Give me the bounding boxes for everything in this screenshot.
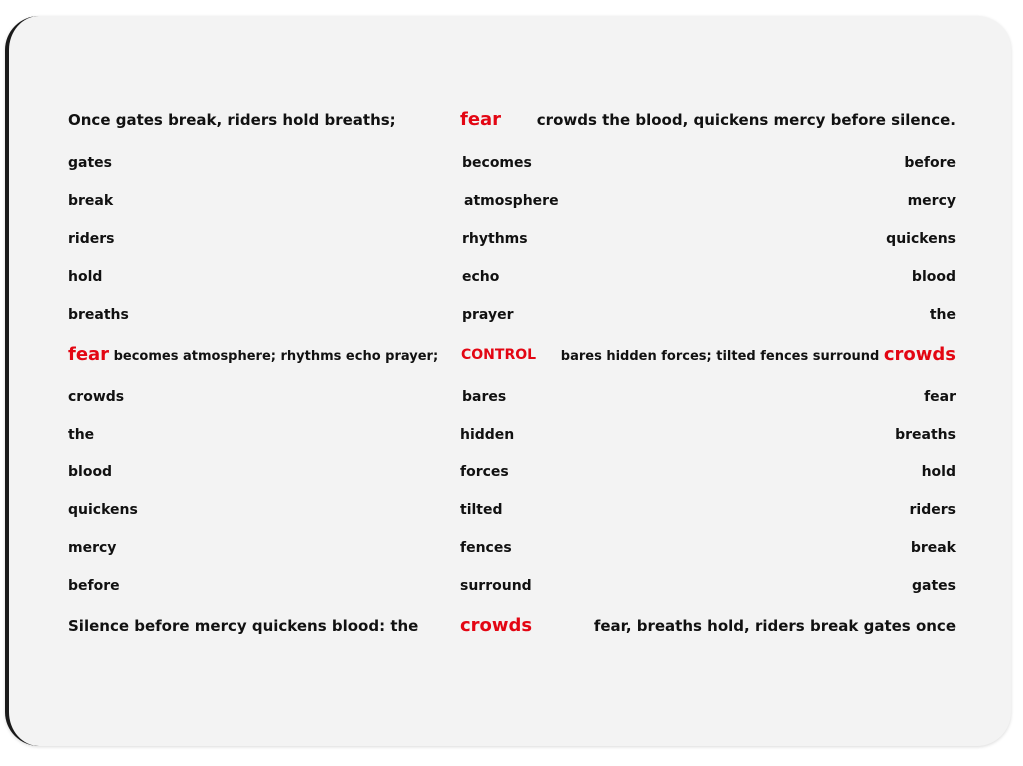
word-left: breaths: [68, 307, 129, 323]
word-row: [68, 423, 956, 447]
bottom-line-red-word: crowds: [460, 615, 533, 636]
word-mid: hidden: [460, 427, 515, 443]
word-row: [68, 460, 956, 484]
word-row: [68, 265, 956, 289]
word-row: [68, 227, 956, 251]
word-mid: bares: [462, 389, 507, 405]
word-left: gates: [68, 155, 112, 171]
word-row: [68, 303, 956, 327]
word-mid: echo: [462, 269, 500, 285]
center-start-word: fear: [68, 344, 110, 365]
word-mid: prayer: [462, 307, 514, 323]
word-row: [68, 385, 956, 409]
top-line-left: Once gates break, riders hold breaths;: [68, 111, 396, 129]
word-left: before: [68, 578, 120, 594]
word-left: quickens: [68, 502, 138, 518]
word-left: riders: [68, 231, 115, 247]
word-right: breaths: [895, 427, 956, 443]
word-mid: atmosphere: [464, 193, 559, 209]
center-line-text: [68, 343, 438, 369]
center-end-word: crowds: [883, 344, 956, 365]
word-right: gates: [912, 578, 956, 594]
bottom-line: [68, 614, 956, 638]
word-left: the: [68, 427, 95, 443]
word-left: blood: [68, 464, 113, 480]
word-right: hold: [921, 464, 956, 480]
word-mid: rhythms: [462, 231, 528, 247]
top-line-right: crowds the blood, quickens mercy before silence.: [536, 111, 956, 129]
center-line: [68, 343, 956, 367]
word-mid: fences: [460, 540, 512, 556]
center-left-text: becomes atmosphere; rhythms echo prayer;: [113, 349, 439, 364]
word-right: mercy: [907, 193, 956, 209]
word-left: break: [68, 193, 114, 209]
word-row: [68, 189, 956, 213]
control-word: CONTROL: [461, 347, 537, 363]
word-mid: surround: [460, 578, 532, 594]
word-right: the: [929, 307, 956, 323]
bottom-line-right: fear, breaths hold, riders break gates once: [593, 617, 956, 635]
word-right: fear: [924, 389, 956, 405]
word-right: before: [904, 155, 956, 171]
word-right: blood: [911, 269, 956, 285]
word-row: [68, 574, 956, 598]
top-line: [68, 108, 956, 132]
bottom-line-left: Silence before mercy quickens blood: the: [68, 617, 419, 635]
word-right: riders: [909, 502, 956, 518]
top-line-red-word: fear: [460, 109, 502, 130]
word-row: [68, 536, 956, 560]
word-left: crowds: [68, 389, 125, 405]
word-right: quickens: [886, 231, 956, 247]
word-left: hold: [68, 269, 103, 285]
center-right-phrase: bares hidden forces; tilted fences surround: [560, 349, 880, 364]
word-mid: tilted: [460, 502, 503, 518]
word-row: [68, 151, 956, 175]
center-right-text: [561, 343, 956, 369]
word-mid: forces: [460, 464, 509, 480]
word-mid: becomes: [462, 155, 532, 171]
word-row: [68, 498, 956, 522]
word-left: mercy: [68, 540, 117, 556]
word-right: break: [910, 540, 956, 556]
